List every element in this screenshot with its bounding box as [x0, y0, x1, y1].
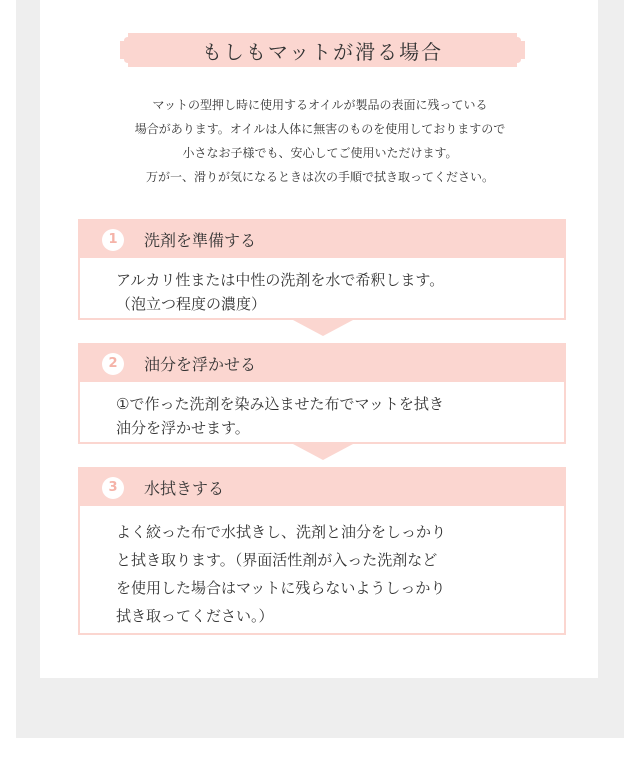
step-3-body-line: 拭き取ってください。） [116, 607, 274, 625]
step-1-body [80, 258, 564, 316]
step-arrow-down-icon [293, 444, 353, 460]
step-3-number-badge: 3 [102, 477, 124, 499]
step-3-body-line: よく絞った布で水拭きし、洗剤と油分をしっかり [116, 523, 447, 541]
step-2-header [80, 345, 564, 382]
step-2-title: 油分を浮かせる [144, 355, 257, 374]
step-2-body-line: ①で作った洗剤を染み込ませた布でマットを拭き [116, 395, 444, 413]
step-3-body-line: を使用した場合はマットに残らないようしっかり [116, 579, 446, 597]
step-2-body-line: 油分を浮かせます。 [116, 419, 250, 437]
intro-line: 場合があります。オイルは人体に無害のものを使用しておりますので [134, 122, 506, 136]
step-arrow-down-icon [293, 320, 353, 336]
intro-line: 小さなお子様でも、安心してご使用いただけます。 [182, 146, 458, 160]
step-3-header [80, 469, 564, 506]
step-3-title: 水拭きする [144, 479, 225, 498]
step-3-box [78, 467, 566, 635]
step-2-box [78, 343, 566, 444]
step-1-header [80, 221, 564, 258]
intro-line: 万が一、滑りが気になるときは次の手順で拭き取ってください。 [145, 170, 494, 184]
step-2-number-badge: 2 [102, 353, 124, 375]
title-banner [120, 33, 525, 67]
page-title: もしもマットが滑る場合 [201, 39, 444, 64]
step-1-body-line: アルカリ性または中性の洗剤を水で希釈します。 [116, 271, 445, 289]
intro-line: マットの型押し時に使用するオイルが製品の表面に残っている [152, 98, 488, 112]
step-2-body [80, 382, 564, 440]
step-3-body-line: と拭き取ります。（界面活性剤が入った洗剤など [116, 551, 438, 569]
step-1-title: 洗剤を準備する [144, 231, 257, 250]
step-1-body-line: （泡立つ程度の濃度） [116, 295, 267, 313]
intro-text [40, 93, 600, 189]
step-1-number-badge: 1 [102, 229, 124, 251]
step-3-body [80, 506, 564, 630]
step-1-box [78, 219, 566, 320]
